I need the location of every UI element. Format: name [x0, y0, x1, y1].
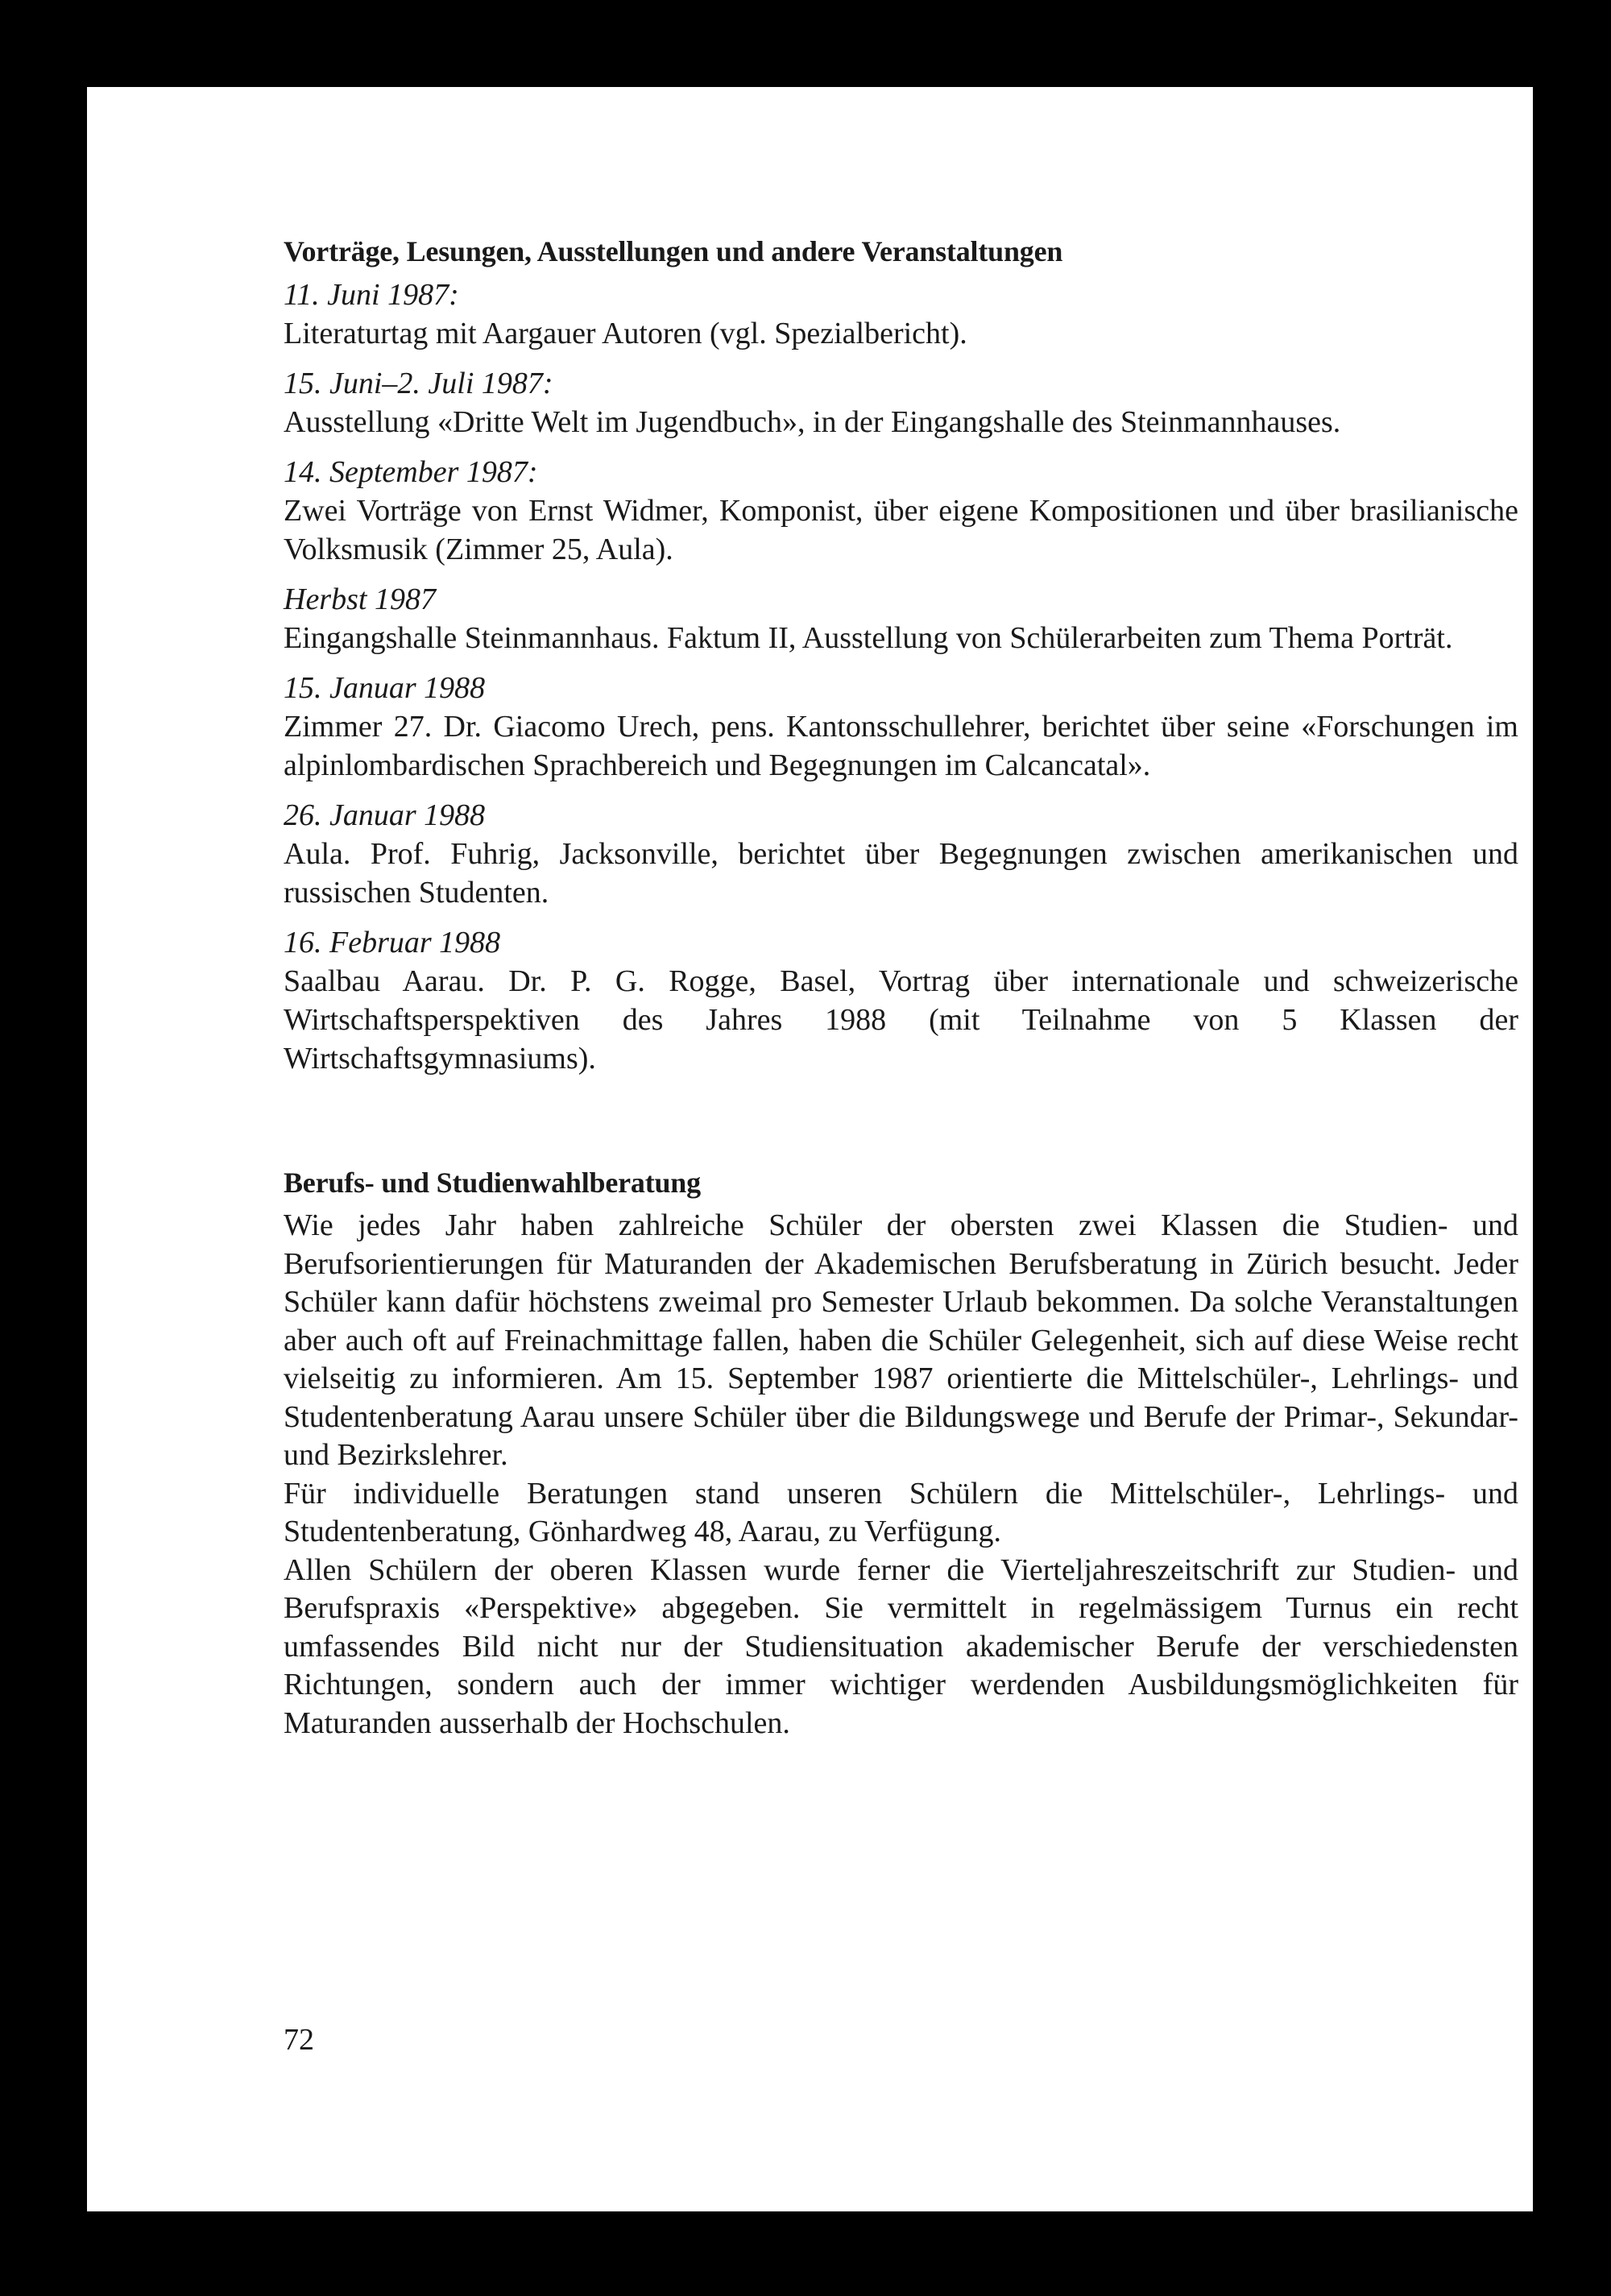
event-description: Literaturtag mit Aargauer Autoren (vgl. Spezialbericht). [284, 317, 967, 350]
event-entry [284, 276, 1518, 353]
event-description: Eingangshalle Steinmannhaus. Faktum II, Ausstellung von Schülerarbeiten zum Thema Porträt. [284, 621, 1453, 655]
event-entry [284, 453, 1518, 569]
event-date: 16. Februar 1988 [284, 926, 501, 959]
event-description: Ausstellung «Dritte Welt im Jugendbuch», in der Eingangshalle des Steinmannhauses. [284, 405, 1341, 439]
section-heading-events: Vorträge, Lesungen, Ausstellungen und andere Veranstaltungen [284, 235, 1063, 267]
body-paragraph: Allen Schülern der oberen Klassen wurde ferner die Vierteljahreszeitschrift zur Studien- und Berufspraxis «Perspektive» abgegeben. Sie vermittelt in regelmässigem Turnus ein recht umfassendes Bild nicht nur der Studiensituation akademischer Berufe der verschiedensten Richtungen, sondern auch der immer wichtiger werdenden Ausbildungsmöglichkeiten für Maturanden ausserhalb der Hochschulen. [284, 1552, 1518, 1740]
event-date: 26. Januar 1988 [284, 798, 486, 832]
event-description: Zwei Vorträge von Ernst Widmer, Komponist, über eigene Kompositionen und über brasilianische Volksmusik (Zimmer 25, Aula). [284, 494, 1518, 566]
event-description: Zimmer 27. Dr. Giacomo Urech, pens. Kantonsschullehrer, berichtet über seine «Forschungen im alpinlombardischen Sprachbereich und Begegnungen im Calcancatal». [284, 710, 1518, 782]
page-number: 72 [284, 2023, 314, 2057]
page-content [284, 232, 1518, 1743]
event-entry [284, 669, 1518, 785]
body-paragraph: Für individuelle Beratungen stand unseren Schülern die Mittelschüler-, Lehrlings- und Studentenberatung, Gönhardweg 48, Aarau, zu Verfügung. [284, 1476, 1518, 1548]
event-date: Herbst 1987 [284, 582, 436, 616]
event-date: 15. Juni–2. Juli 1987: [284, 367, 553, 400]
body-paragraph: Wie jedes Jahr haben zahlreiche Schüler der obersten zwei Klassen die Studien- und Berufsorientierungen für Maturanden der Akademischen Berufsberatung in Zürich besucht. Jeder Schüler kann dafür höchstens zweimal pro Semester Urlaub bekommen. Da solche Veranstaltungen aber auch oft auf Freinachmittage fallen, haben die Schüler Gelegenheit, sich auf diese Weise recht vielseitig zu informieren. Am 15. September 1987 orientierte die Mittelschüler-, Lehrlings- und Studentenberatung Aarau unsere Schüler über die Bildungswege und Berufe der Primar-, Sekundar- und Bezirkslehrer. [284, 1208, 1518, 1472]
section-spacer [284, 1089, 1518, 1163]
event-description: Saalbau Aarau. Dr. P. G. Rogge, Basel, Vortrag über internationale und schweizerische Wirtschaftsperspektiven des Jahres 1988 (mit Teilnahme von 5 Klassen der Wirtschaftsgymnasiums). [284, 964, 1518, 1075]
event-date: 15. Januar 1988 [284, 671, 486, 705]
event-entry [284, 923, 1518, 1078]
document-page [87, 87, 1533, 2211]
event-entry [284, 796, 1518, 912]
event-entry [284, 580, 1518, 657]
event-entry [284, 364, 1518, 441]
event-description: Aula. Prof. Fuhrig, Jacksonville, berichtet über Begegnungen zwischen amerikanischen und russischen Studenten. [284, 837, 1518, 910]
section-heading-career-advice: Berufs- und Studienwahlberatung [284, 1167, 701, 1199]
event-date: 14. September 1987: [284, 455, 538, 489]
event-date: 11. Juni 1987: [284, 278, 459, 312]
